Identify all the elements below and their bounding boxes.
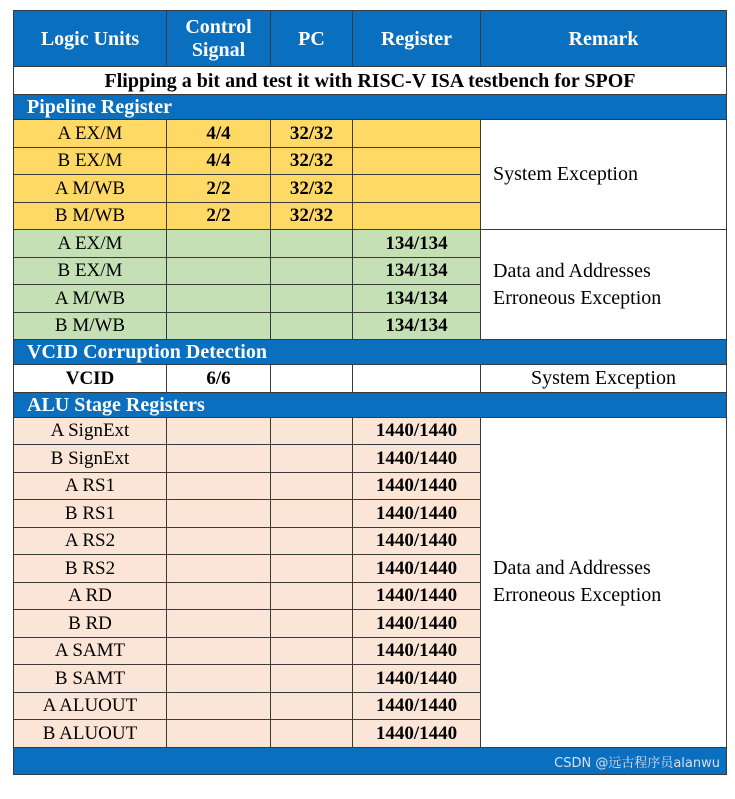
footer-row: [14, 747, 727, 774]
header-control-line1: Control: [185, 15, 252, 38]
cell-pc: [271, 472, 353, 500]
cell-register: 134/134: [353, 285, 481, 313]
cell-remark-alu: [481, 417, 727, 747]
cell-unit: B M/WB: [14, 312, 167, 340]
cell-unit: B SignExt: [14, 445, 167, 473]
cell-unit: B RD: [14, 610, 167, 638]
section-title-alu: ALU Stage Registers: [14, 392, 727, 417]
header-register: Register: [353, 11, 481, 67]
cell-register: 134/134: [353, 230, 481, 258]
cell-pc: [271, 445, 353, 473]
cell-pc: [271, 500, 353, 528]
cell-pc: [271, 365, 353, 393]
cell-register: 1440/1440: [353, 637, 481, 665]
cell-unit: B RS1: [14, 500, 167, 528]
header-control-line2: Signal: [191, 38, 246, 61]
cell-unit: A RD: [14, 582, 167, 610]
table-row: [14, 417, 727, 445]
cell-control: [167, 312, 271, 340]
cell-pc: [271, 665, 353, 693]
header-remark: Remark: [481, 11, 727, 67]
cell-unit: A ALUOUT: [14, 692, 167, 720]
cell-control: [167, 445, 271, 473]
cell-control: 4/4: [167, 120, 271, 148]
cell-control: [167, 610, 271, 638]
cell-register: 1440/1440: [353, 720, 481, 748]
cell-register: [353, 175, 481, 203]
cell-register: 1440/1440: [353, 665, 481, 693]
header-row: [14, 11, 727, 67]
cell-register: 1440/1440: [353, 692, 481, 720]
cell-pc: [271, 312, 353, 340]
cell-pc: [271, 285, 353, 313]
cell-pc: [271, 692, 353, 720]
cell-register: [353, 120, 481, 148]
cell-control: [167, 472, 271, 500]
cell-register: 1440/1440: [353, 445, 481, 473]
cell-pc: 32/32: [271, 147, 353, 175]
cell-pc: [271, 555, 353, 583]
cell-pc: 32/32: [271, 120, 353, 148]
section-title-pipeline: Pipeline Register: [14, 95, 727, 120]
cell-register: 134/134: [353, 312, 481, 340]
cell-control: 2/2: [167, 202, 271, 230]
spof-test-table: [13, 10, 727, 775]
section-row-vcid: [14, 340, 727, 365]
section-row-alu: [14, 392, 727, 417]
cell-remark-vcid: System Exception: [481, 365, 727, 393]
cell-control: [167, 692, 271, 720]
cell-unit: A SignExt: [14, 417, 167, 445]
remark-line2: Erroneous Exception: [493, 286, 662, 309]
cell-register: 1440/1440: [353, 582, 481, 610]
cell-control: [167, 285, 271, 313]
remark-line2: Erroneous Exception: [493, 584, 662, 606]
section-title-vcid: VCID Corruption Detection: [14, 340, 727, 365]
cell-control: [167, 230, 271, 258]
cell-control: 4/4: [167, 147, 271, 175]
cell-pc: [271, 417, 353, 445]
cell-unit: A EX/M: [14, 120, 167, 148]
table-row: [14, 230, 727, 258]
cell-register: 1440/1440: [353, 610, 481, 638]
cell-control: [167, 527, 271, 555]
cell-register: 134/134: [353, 257, 481, 285]
cell-pc: [271, 527, 353, 555]
cell-control: [167, 500, 271, 528]
cell-unit: A RS1: [14, 472, 167, 500]
cell-pc: [271, 637, 353, 665]
cell-remark-pipeline-group1: System Exception: [481, 120, 727, 230]
remark-line1: Data and Addresses: [493, 259, 651, 282]
cell-control: [167, 555, 271, 583]
watermark: CSDN @远古程序员alanwu: [554, 755, 720, 771]
cell-control: [167, 637, 271, 665]
header-pc: PC: [271, 11, 353, 67]
cell-pc: [271, 720, 353, 748]
section-row-pipeline: [14, 95, 727, 120]
cell-control: [167, 665, 271, 693]
header-logic-units: Logic Units: [14, 11, 167, 67]
cell-register: 1440/1440: [353, 527, 481, 555]
cell-unit: B SAMT: [14, 665, 167, 693]
cell-pc: [271, 230, 353, 258]
cell-pc: [271, 582, 353, 610]
cell-unit: B M/WB: [14, 202, 167, 230]
cell-unit: A M/WB: [14, 175, 167, 203]
title-row: [14, 67, 727, 95]
cell-register: [353, 147, 481, 175]
cell-register: 1440/1440: [353, 555, 481, 583]
cell-control: [167, 582, 271, 610]
table-row: [14, 120, 727, 148]
cell-unit: A M/WB: [14, 285, 167, 313]
cell-remark-pipeline-group2: [481, 230, 727, 340]
cell-control: 6/6: [167, 365, 271, 393]
cell-register: [353, 202, 481, 230]
header-control-signal: [167, 11, 271, 67]
cell-unit: A SAMT: [14, 637, 167, 665]
cell-unit: B ALUOUT: [14, 720, 167, 748]
cell-register: 1440/1440: [353, 500, 481, 528]
table-row: [14, 365, 727, 393]
table-title: Flipping a bit and test it with RISC-V ISA testbench for SPOF: [14, 67, 727, 95]
cell-unit: B RS2: [14, 555, 167, 583]
cell-pc: [271, 257, 353, 285]
cell-register: 1440/1440: [353, 472, 481, 500]
cell-register: [353, 365, 481, 393]
cell-pc: [271, 610, 353, 638]
cell-unit: B EX/M: [14, 147, 167, 175]
cell-register: 1440/1440: [353, 417, 481, 445]
cell-control: 2/2: [167, 175, 271, 203]
cell-unit: VCID: [14, 365, 167, 393]
cell-unit: A EX/M: [14, 230, 167, 258]
cell-pc: 32/32: [271, 175, 353, 203]
cell-control: [167, 257, 271, 285]
cell-pc: 32/32: [271, 202, 353, 230]
remark-line1: Data and Addresses: [493, 557, 651, 579]
cell-unit: B EX/M: [14, 257, 167, 285]
footer-bar: [14, 747, 727, 774]
cell-unit: A RS2: [14, 527, 167, 555]
cell-control: [167, 720, 271, 748]
cell-control: [167, 417, 271, 445]
